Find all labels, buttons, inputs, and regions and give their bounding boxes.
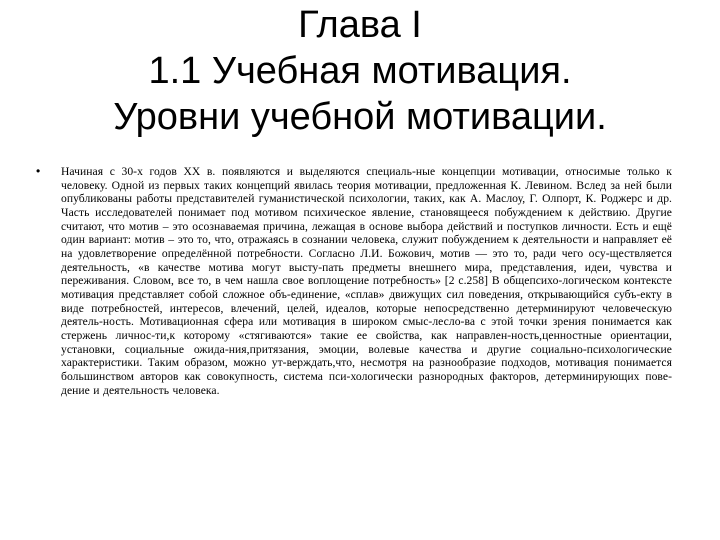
title-line-subtitle: Уровни учебной мотивации. bbox=[113, 96, 607, 138]
title-line-chapter: Глава I bbox=[298, 4, 422, 46]
title-line-section: 1.1 Учебная мотивация. bbox=[148, 50, 572, 92]
list-item bbox=[36, 165, 672, 397]
slide-title bbox=[20, 2, 700, 140]
bullet-icon: • bbox=[36, 164, 41, 178]
bullet-list bbox=[36, 165, 672, 397]
body-paragraph: Начиная с 30-х годов XX в. появляются и выделяются специаль-ные концепции мотивации, относимые только к человеку. Одной из первых таких концепций явилась теория мотивации, предложенная К. Левином. Вслед за ней были опубликованы работы представителей гуманистической психологии, таких, как А. Маслоу, Г. Олпорт, К. Роджерс и др. Часть исследователей понимает под мотивом психическое явление, становящееся побуждением к действию. Другие считают, что мотив – это осознаваемая причина, лежащая в основе выбора действий и поступков личности. Есть и ещё один вариант: мотив – это то, что, отражаясь в сознании человека, служит побуждением к деятельности и направляет её на удовлетворение определённой потребности. Согласно Л.И. Божович, мотив — это то, ради чего осу-ществляется деятельность, «в качестве мотива могут высту-пать предметы внешнего мира, представления, идеи, чувства и переживания. Словом, все то, в чем нашла свое воплощение потребность» [2 с.258] В общепсихо-логическом контексте мотивация представляет собой сложное объ-единение, «сплав» движущих сил поведения, открывающийся субъ-екту в виде потребностей, интересов, влечений, целей, идеалов, которые непосредственно детерминируют человеческую деятель-ность. Мотивационная сфера или мотивация в широком смыс-лесло-ва с этой точки зрения понимается как стержень личнос-ти,к которому «стягиваются» такие ее свойства, как направлен-ность,ценностные ориентации, установки, социальные ожида-ния,притязания, эмоции, волевые качества и другие социально-психологические характеристики. Таким образом, можно ут-верждать,что, несмотря на разнообразие подходов, мотивация понимается большинством авторов как совокупность, система пси-хологически разнородных факторов, детерминирующих пове-дение и деятельность человека. bbox=[61, 165, 672, 397]
